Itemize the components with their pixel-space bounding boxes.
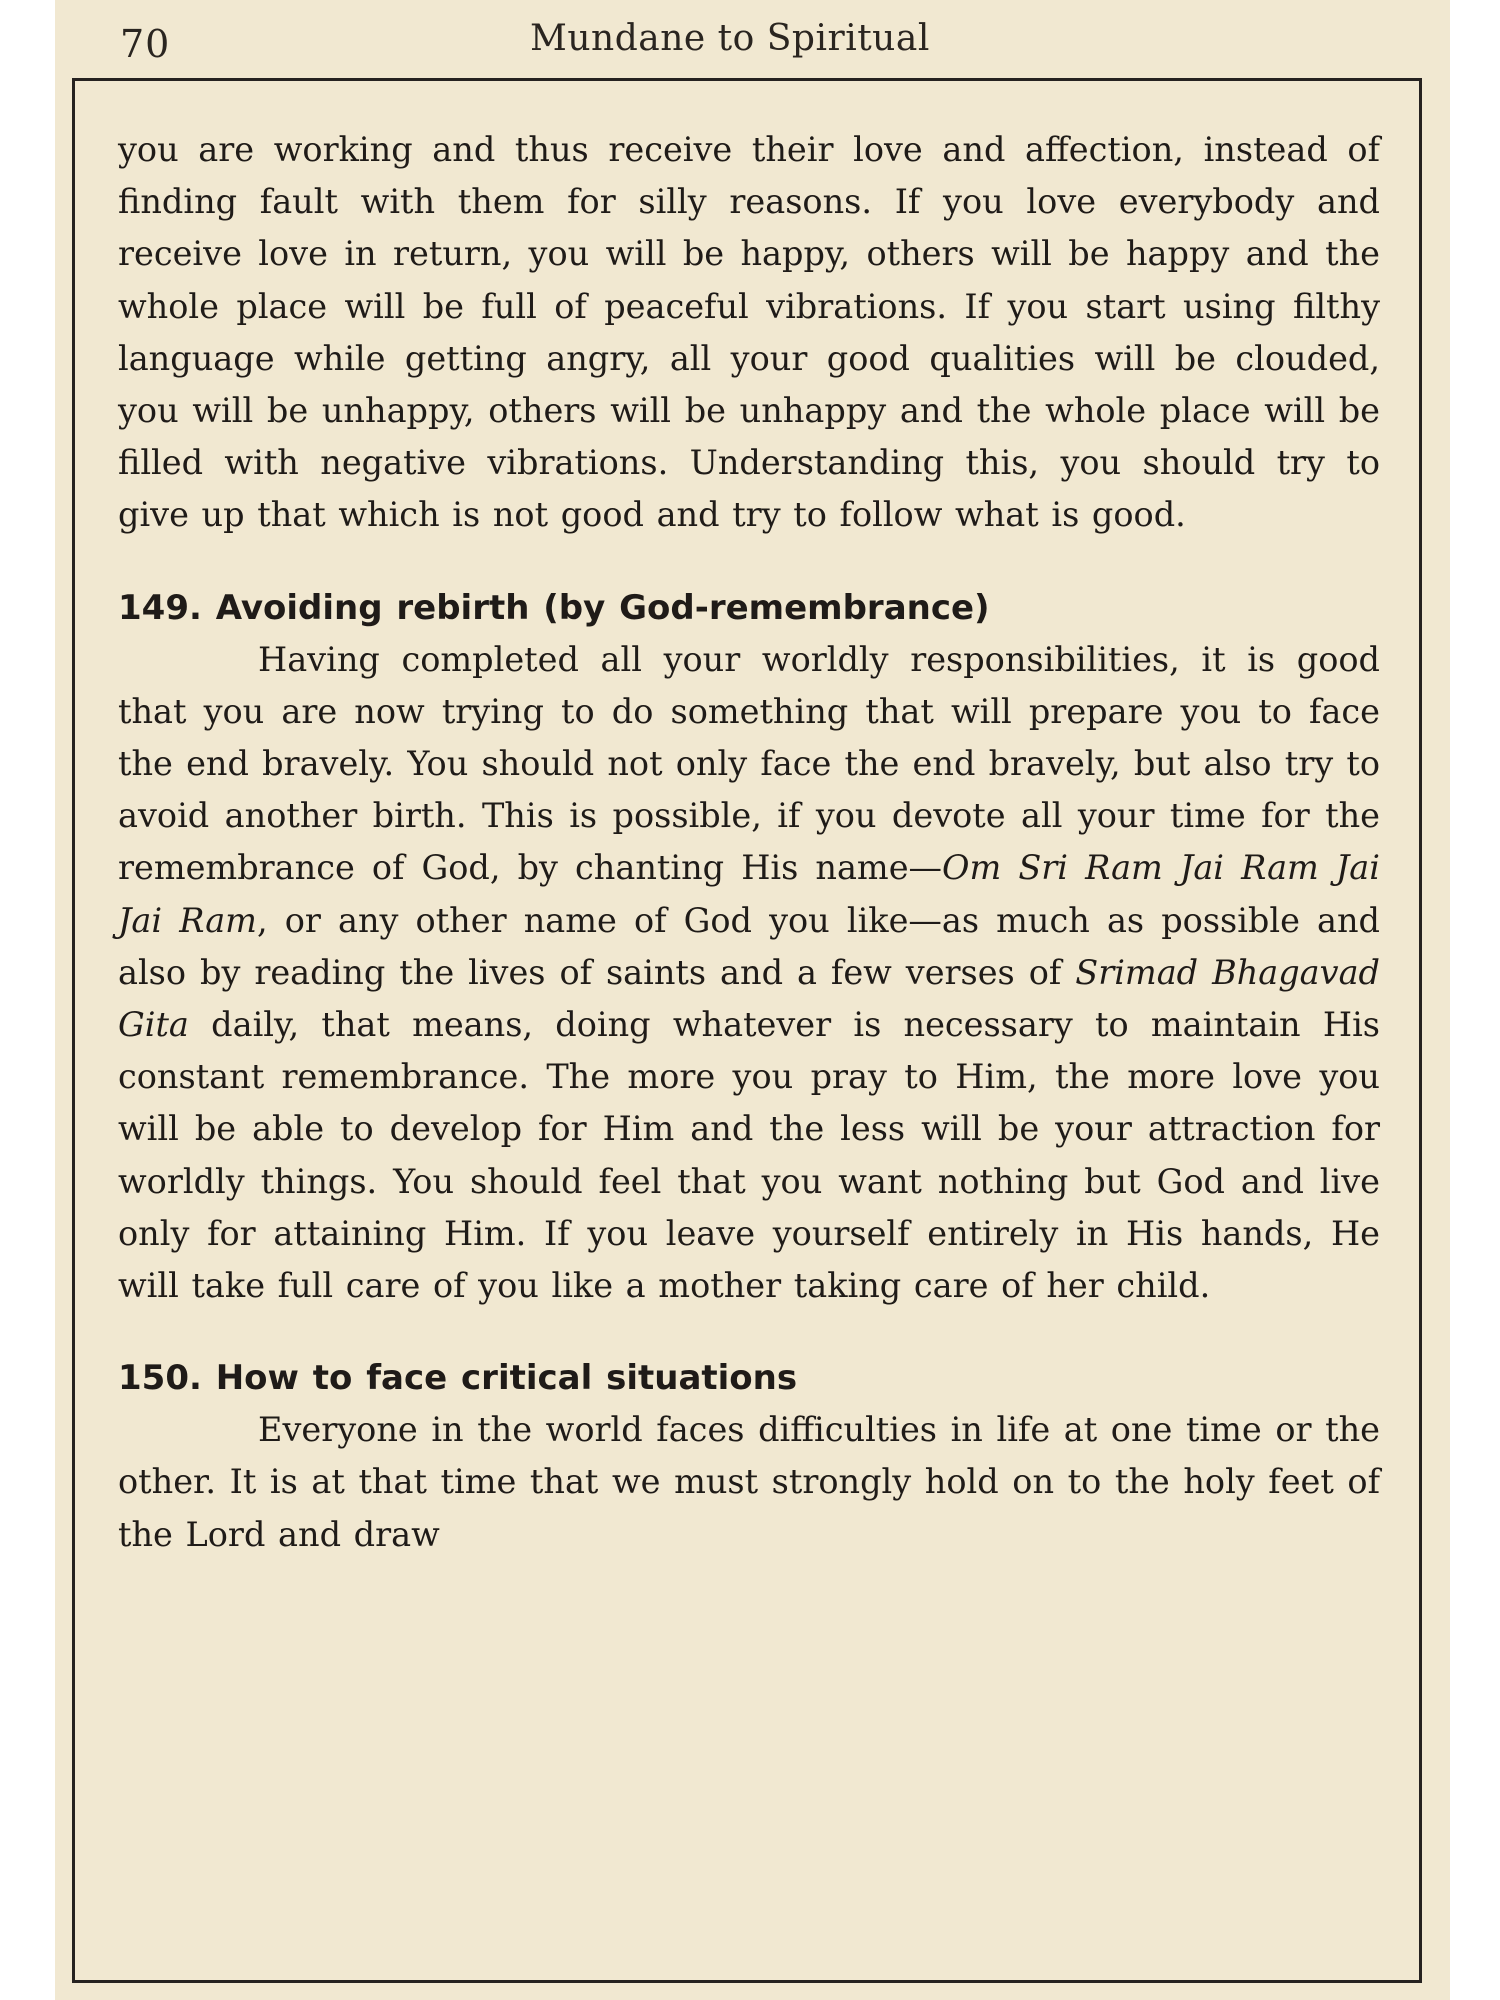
page-number: 70	[120, 22, 171, 66]
section-149-text-2: , or any other name of God you like—as much as possible and also by reading the lives of saints and a few verses of	[118, 900, 1380, 992]
continuation-paragraph: you are working and thus receive their love and affection, instead of finding fault with them for silly reasons. If you love everybody and receive love in return, you will be happy, others will be happy and the whole place will be full of peaceful vibrations. If you start using filthy language while getting angry, all your good qualities will be clouded, you will be unhappy, others will be unhappy and the whole place will be filled with negative vibrations. Understanding this, you should try to give up that which is not good and try to follow what is good.	[118, 130, 1380, 535]
section-150-paragraph: Everyone in the world faces difficulties in life at one time or the other. It is at that time that we must strongly hold on to the holy feet of the Lord and draw	[118, 1410, 1380, 1554]
running-title: Mundane to Spiritual	[530, 18, 930, 59]
section-149-paragraph	[118, 634, 1380, 1313]
scripture-title: Srimad Bhagavad Gita	[118, 952, 1380, 1045]
chant-text: Om Sri Ram Jai Ram Jai Jai Ram	[118, 848, 1380, 940]
section-149-text-3: daily, that means, doing whatever is necessary to maintain His constant remembrance. The more you pray to Him, the more love you will be able to develop for Him and the less will be your attraction for worldly things. You should feel that you want nothing but God and live only for attaining Him. If you leave yourself entirely in His hands, He will take full care of you like a mother taking care of her child.	[118, 1005, 1380, 1306]
section-heading-149: 149. Avoiding rebirth (by God-remembrance)	[118, 587, 990, 628]
page-content	[118, 124, 1380, 1561]
section-heading-150: 150. How to face critical situations	[118, 1358, 798, 1399]
section-149-text-1: Having completed all your worldly responsibilities, it is good that you are now trying to do something that will prepare you to face the end bravely. You should not only face the end bravely, but also try to avoid another birth. This is possible, if you devote all your time for the remembrance of God, by chanting His name—	[118, 639, 1380, 888]
